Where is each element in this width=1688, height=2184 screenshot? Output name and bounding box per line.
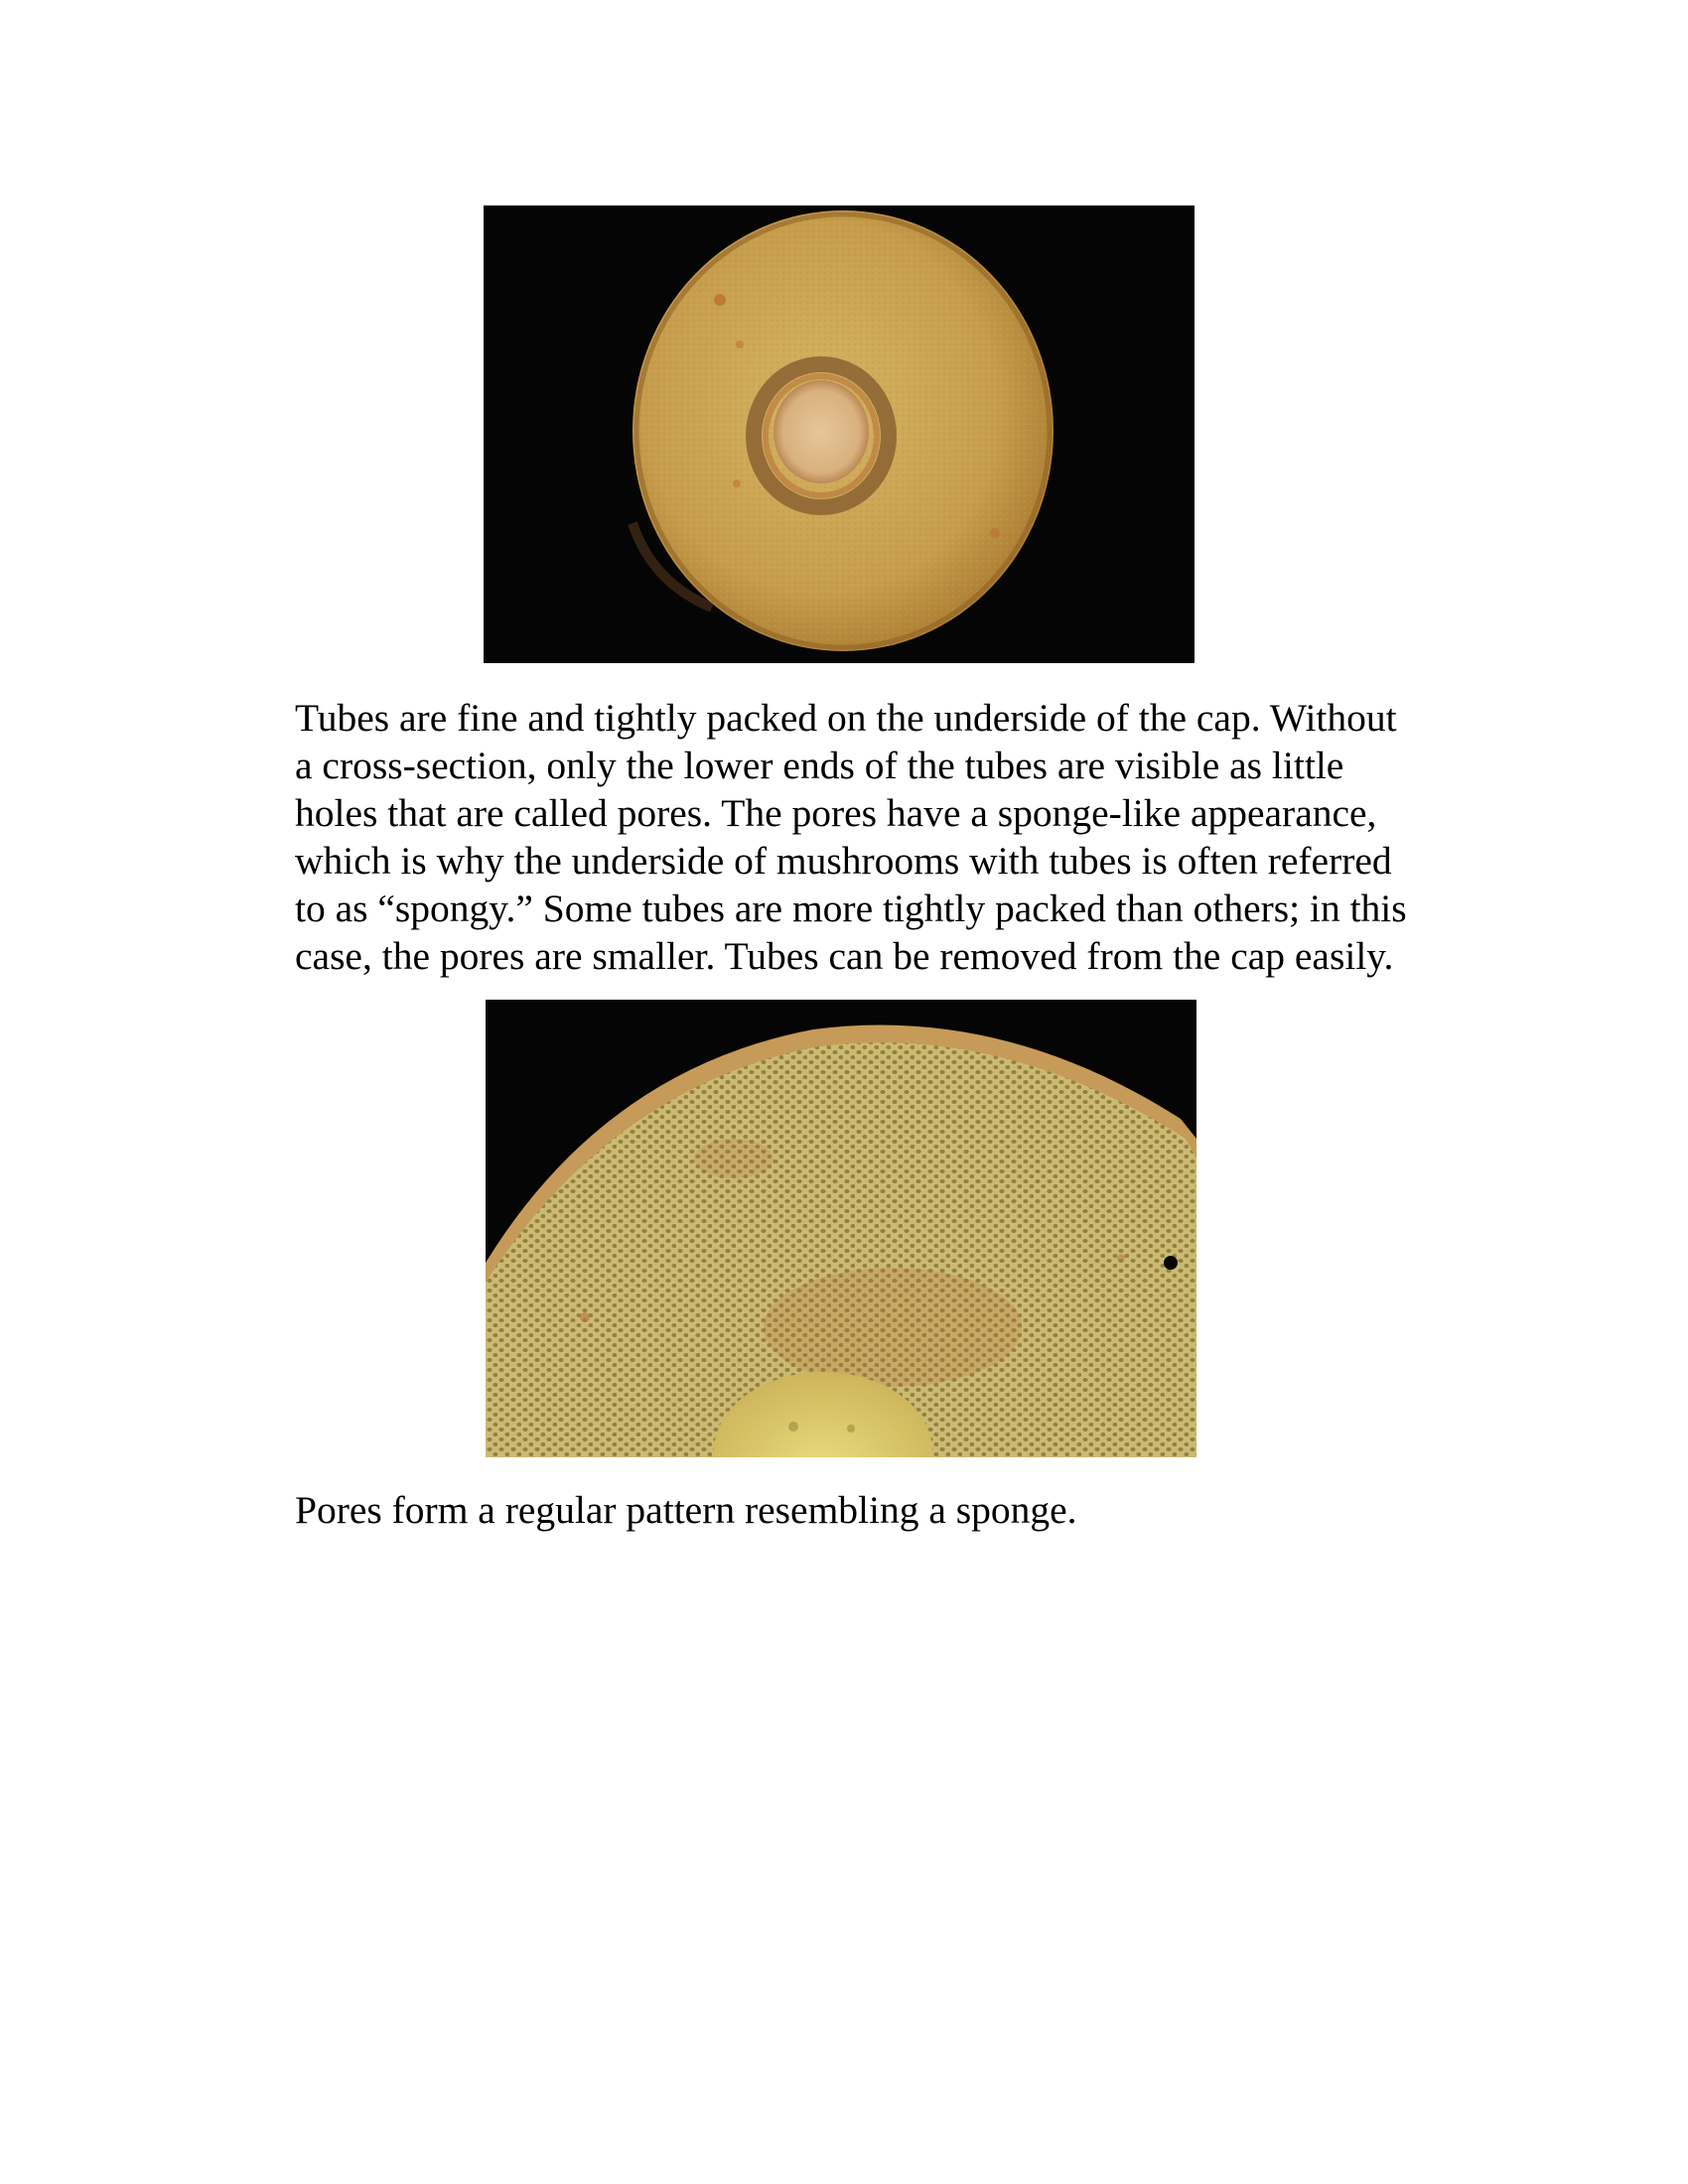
body-paragraph (295, 694, 1486, 980)
paragraph-line: holes that are called pores. The pores have a sponge-like appearance, (295, 791, 1377, 835)
paragraph-line: case, the pores are smaller. Tubes can be removed from the cap easily. (295, 934, 1394, 978)
paragraph-line: Tubes are fine and tightly packed on the underside of the cap. Without (295, 696, 1397, 740)
paragraph-line: to as “spongy.” Some tubes are more tightly packed than others; in this (295, 887, 1407, 930)
paragraph-line: a cross-section, only the lower ends of the tubes are visible as little (295, 744, 1344, 787)
mushroom-cap-underside-photo (484, 205, 1195, 663)
caption: Pores form a regular pattern resembling a sponge. (295, 1488, 1077, 1532)
paragraph-line: which is why the underside of mushrooms with tubes is often referred (295, 839, 1392, 883)
pore-surface-closeup-photo (486, 1000, 1196, 1457)
